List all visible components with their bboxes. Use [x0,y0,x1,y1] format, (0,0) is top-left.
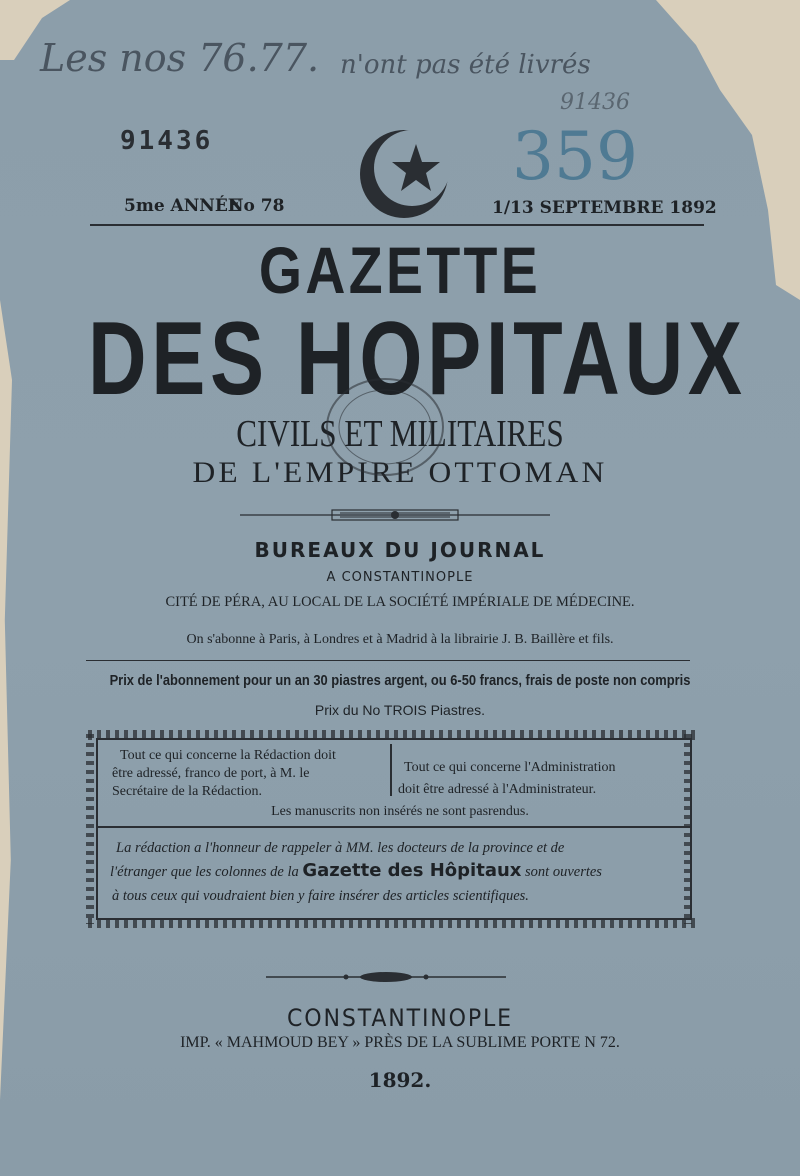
ornament-divider-icon [240,506,550,524]
imprint-year: 1892. [368,1068,432,1092]
notice-manuscripts: Les manuscrits non insérés ne sont pasrendus. [271,804,529,819]
notice-left-1: Tout ce qui concerne la Rédaction doit [120,748,336,763]
subscription-note: On s'abonne à Paris, à Londres et à Madrid à la librairie J. B. Baillère et fils. [186,632,614,647]
bottom-ornament-icon [266,970,506,984]
stamped-number: 91436 [120,126,214,156]
masthead-gazette: GAZETTE [258,233,542,307]
issue-price: Prix du No TROIS Piastres. [314,702,486,718]
subscription-price: Prix de l'abonnement pour un an 30 piastres argent, ou 6-50 francs, frais de poste non compris [109,672,691,689]
masthead-hopitaux: DES HOPITAUX [88,301,747,417]
notice-inner-rule [98,826,690,828]
imprint-city: CONSTANTINOPLE [287,1004,513,1032]
handwritten-note-right: n'ont pas été livrés [340,50,591,80]
notice-left-3: Secrétaire de la Rédaction. [112,784,263,799]
bureaux-address: CITÉ DE PÉRA, AU LOCAL DE LA SOCIÉTÉ IMPÉRIALE DE MÉDECINE. [165,594,635,610]
invite-line-2 [110,860,602,881]
notice-right-2: doit être adressé à l'Administrateur. [398,782,597,797]
blue-pencil-number: 359 [512,118,638,195]
price-rule-top [86,660,690,661]
bureaux-heading: BUREAUX DU JOURNAL [254,538,546,562]
invite-line-2c: sont ouvertes [525,864,602,880]
handwritten-note: Les nos 76.77. [40,36,320,80]
invite-line-2a: l'étranger que les colonnes de la [110,864,299,880]
frame-ornament-left [86,734,94,924]
pencil-number: 91436 [560,90,630,115]
crescent-star-icon [356,122,456,222]
imprint-printer: IMP. « MAHMOUD BEY » PRÈS DE LA SUBLIME PORTE N 72. [180,1034,620,1051]
masthead-empire: DE L'EMPIRE OTTOMAN [192,456,608,489]
issue-number: No 78 [228,196,285,216]
invite-line-1: La rédaction a l'honneur de rappeler à MM. les docteurs de la province et de [116,840,565,856]
edition-label: 5me ANNÉE [124,196,241,216]
notice-left-2: être adressé, franco de port, à M. le [112,766,310,781]
header-rule [90,224,704,226]
invite-journal-name: Gazette des Hôpitaux [302,860,522,881]
notice-column-divider [390,744,392,796]
bureaux-city: A CONSTANTINOPLE [326,570,474,585]
invite-line-3: à tous ceux qui voudraient bien y faire insérer des articles scientifiques. [112,888,529,904]
issue-date: 1/13 SEPTEMBRE 1892 [492,198,717,218]
notice-right-1: Tout ce qui concerne l'Administration [404,760,616,775]
masthead-civils: CIVILS ET MILITAIRES [236,413,564,455]
library-stamp-icon [320,372,450,482]
